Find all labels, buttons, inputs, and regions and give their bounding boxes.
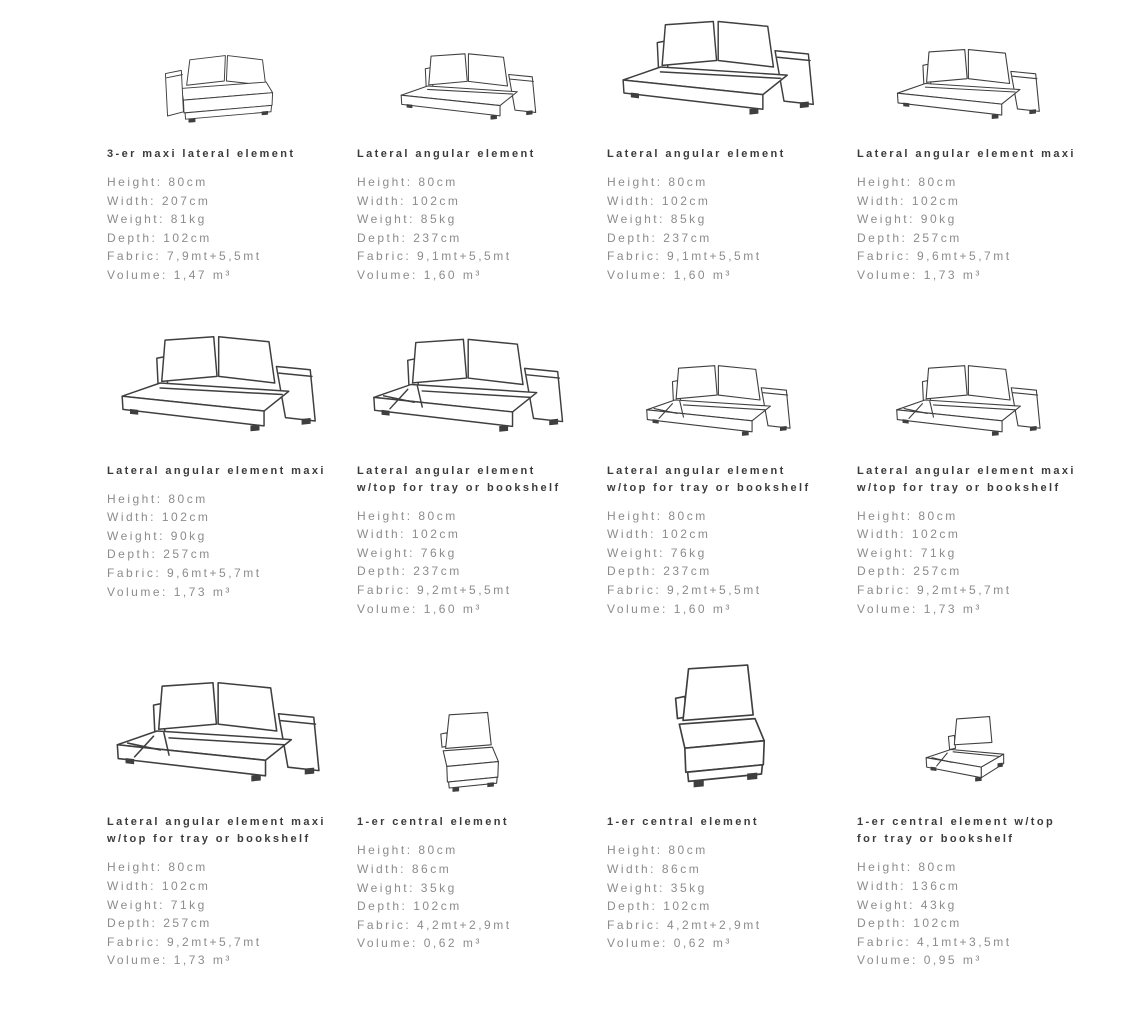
product-illustration-area [357,648,581,800]
spec-width: Width: 207cm [107,193,211,208]
spec-fabric: Fabric: 9,2mt+5,5mt [357,583,512,598]
spec-volume: Volume: 0,62 m³ [357,936,482,951]
product-card [357,315,581,619]
spec-depth: Depth: 102cm [357,899,462,914]
spec-width: Width: 86cm [357,861,452,876]
spec-height: Height: 80cm [857,508,958,523]
spec-volume: Volume: 1,73 m³ [107,953,232,968]
spec-depth: Depth: 237cm [607,230,712,245]
product-title: 1-er central element [357,816,509,829]
product-illustration-area [607,648,831,800]
spec-height: Height: 80cm [107,860,208,875]
product-card [607,648,831,970]
product-illustration-area [357,315,581,449]
spec-height: Height: 80cm [357,843,458,858]
chaise-sofa-right-arm-tray-top-icon [364,320,574,449]
product-illustration-area [857,14,1081,132]
spec-height: Height: 80cm [857,860,958,875]
spec-volume: Volume: 1,60 m³ [607,268,732,283]
product-card [107,648,331,970]
spec-depth: Depth: 257cm [857,230,962,245]
spec-weight: Weight: 81kg [107,212,207,227]
spec-height: Height: 80cm [357,508,458,523]
spec-fabric: Fabric: 9,2mt+5,5mt [607,583,762,598]
chaise-sofa-right-arm-icon [394,40,544,132]
spec-depth: Depth: 237cm [357,564,462,579]
spec-weight: Weight: 76kg [607,545,707,560]
spec-width: Width: 102cm [857,527,961,542]
chaise-sofa-right-arm-tray-top-icon [889,351,1049,449]
spec-height: Height: 80cm [607,508,708,523]
spec-height: Height: 80cm [357,175,458,190]
spec-volume: Volume: 1,60 m³ [357,601,482,616]
spec-volume: Volume: 1,60 m³ [607,601,732,616]
product-illustration-area [857,315,1081,449]
chaise-sofa-right-arm-icon [112,317,327,449]
spec-volume: Volume: 0,62 m³ [607,936,732,951]
spec-volume: Volume: 1,73 m³ [107,584,232,599]
chaise-sofa-right-arm-tray-top-icon [107,662,331,800]
spec-weight: Weight: 90kg [857,212,957,227]
product-card [107,315,331,619]
product-title: Lateral angular element maxi w/top for tray or bookshelf [107,816,326,846]
spec-weight: Weight: 76kg [357,545,457,560]
product-card [357,648,581,970]
product-card [857,315,1081,619]
spec-depth: Depth: 102cm [607,899,712,914]
spec-fabric: Fabric: 4,2mt+2,9mt [357,917,512,932]
spec-volume: Volume: 1,73 m³ [857,268,982,283]
spec-fabric: Fabric: 4,2mt+2,9mt [607,917,762,932]
spec-fabric: Fabric: 9,6mt+5,7mt [107,566,262,581]
armless-central-chair-icon [659,652,779,800]
spec-depth: Depth: 102cm [857,916,962,931]
chaise-sofa-right-arm-icon [890,35,1048,132]
spec-fabric: Fabric: 9,1mt+5,5mt [607,249,762,264]
product-title: Lateral angular element w/top for tray or bookshelf [607,464,811,494]
spec-depth: Depth: 237cm [607,564,712,579]
product-card [107,14,331,285]
product-card [857,14,1081,285]
product-illustration-area [607,14,831,132]
product-title: Lateral angular element maxi [857,148,1076,160]
chaise-sofa-right-arm-icon [613,2,825,132]
product-title: Lateral angular element maxi [107,464,326,477]
product-illustration-area [857,648,1081,800]
spec-weight: Weight: 35kg [357,880,457,895]
spec-volume: Volume: 1,47 m³ [107,268,232,283]
spec-weight: Weight: 35kg [607,880,707,895]
product-card [607,315,831,619]
spec-depth: Depth: 237cm [357,230,462,245]
spec-width: Width: 102cm [107,878,211,893]
product-card [857,648,1081,970]
spec-depth: Depth: 257cm [857,564,962,579]
product-title: 3-er maxi lateral element [107,148,296,160]
product-title: 1-er central element [607,816,759,829]
spec-height: Height: 80cm [607,175,708,190]
spec-volume: Volume: 0,95 m³ [857,953,982,968]
spec-weight: Weight: 90kg [107,528,207,543]
spec-width: Width: 102cm [107,510,211,525]
spec-weight: Weight: 85kg [607,212,707,227]
product-title: Lateral angular element w/top for tray or bookshelf [357,464,561,494]
spec-depth: Depth: 257cm [107,547,212,562]
product-title: 1-er central element w/top for tray or bookshelf [857,816,1056,846]
spec-height: Height: 80cm [857,175,958,190]
spec-fabric: Fabric: 4,1mt+3,5mt [857,934,1012,949]
spec-weight: Weight: 71kg [107,897,207,912]
spec-fabric: Fabric: 9,1mt+5,5mt [357,249,512,264]
product-card [357,14,581,285]
spec-weight: Weight: 85kg [357,212,457,227]
spec-width: Width: 102cm [607,193,711,208]
armless-central-chair-tray-top-icon [919,706,1019,800]
product-illustration-area [107,315,331,449]
spec-weight: Weight: 43kg [857,897,957,912]
spec-width: Width: 102cm [607,527,711,542]
spec-height: Height: 80cm [607,843,708,858]
spec-volume: Volume: 1,73 m³ [857,601,982,616]
spec-fabric: Fabric: 9,6mt+5,7mt [857,249,1012,264]
spec-fabric: Fabric: 9,2mt+5,7mt [857,583,1012,598]
product-title: Lateral angular element [607,148,786,160]
spec-height: Height: 80cm [107,175,208,190]
spec-fabric: Fabric: 9,2mt+5,7mt [107,934,262,949]
chaise-sofa-right-arm-tray-top-icon [639,351,799,449]
spec-width: Width: 102cm [857,193,961,208]
product-illustration-area [357,14,581,132]
product-illustration-area [107,648,331,800]
spec-weight: Weight: 71kg [857,545,957,560]
product-illustration-area [607,315,831,449]
product-title: Lateral angular element [357,148,536,160]
spec-volume: Volume: 1,60 m³ [357,268,482,283]
3-seater-sofa-left-arm-icon [158,47,280,132]
spec-height: Height: 80cm [107,491,208,506]
product-card [607,14,831,285]
spec-depth: Depth: 102cm [107,230,212,245]
spec-width: Width: 102cm [357,527,461,542]
armless-central-chair-icon [430,704,508,800]
spec-depth: Depth: 257cm [107,916,212,931]
spec-width: Width: 102cm [357,193,461,208]
spec-width: Width: 136cm [857,878,961,893]
product-title: Lateral angular element maxi w/top for tray or bookshelf [857,464,1076,494]
product-illustration-area [107,14,331,132]
spec-fabric: Fabric: 7,9mt+5,5mt [107,249,262,264]
spec-width: Width: 86cm [607,861,702,876]
